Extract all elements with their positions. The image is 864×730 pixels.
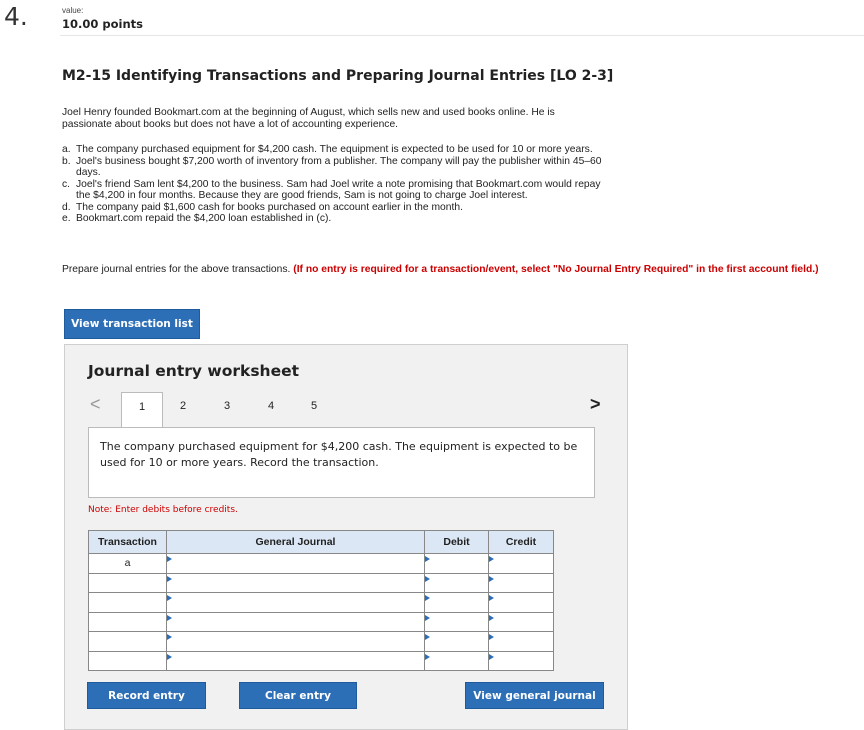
debit-input[interactable] xyxy=(425,612,489,632)
credit-input[interactable] xyxy=(489,554,554,574)
transaction-cell xyxy=(89,593,167,613)
transaction-letter: d. xyxy=(62,201,71,213)
input-indicator-icon xyxy=(489,595,494,601)
value-label: value: xyxy=(62,6,84,15)
input-indicator-icon xyxy=(425,615,430,621)
credit-input[interactable] xyxy=(489,612,554,632)
tab-1[interactable]: 1 xyxy=(121,392,163,428)
transaction-list xyxy=(62,144,602,225)
transaction-text: The company paid $1,600 cash for books purchased on account earlier in the month. xyxy=(76,201,463,213)
transaction-letter: a. xyxy=(62,144,71,155)
account-select[interactable] xyxy=(167,632,425,652)
header-credit: Credit xyxy=(489,531,554,554)
transaction-item xyxy=(62,179,602,202)
transaction-cell xyxy=(89,573,167,593)
header-divider xyxy=(60,35,864,36)
transaction-cell xyxy=(89,651,167,671)
dropdown-indicator-icon xyxy=(167,654,172,660)
transaction-text: Joel's friend Sam lent $4,200 to the business. Sam had Joel write a note promising that Bookmart.com would repay the $4,200 in four months. Because they are good friends, Sam is not going to charge Joel interest. xyxy=(76,178,601,201)
input-indicator-icon xyxy=(489,654,494,660)
transaction-item xyxy=(62,156,602,179)
debit-input[interactable] xyxy=(425,632,489,652)
worksheet-title: Journal entry worksheet xyxy=(88,362,300,380)
question-number: 4. xyxy=(4,2,28,31)
journal-header-row xyxy=(89,531,554,554)
transaction-item xyxy=(62,213,602,225)
input-indicator-icon xyxy=(425,654,430,660)
debits-note: Note: Enter debits before credits. xyxy=(88,505,238,515)
credit-input[interactable] xyxy=(489,632,554,652)
debit-input[interactable] xyxy=(425,593,489,613)
input-indicator-icon xyxy=(489,556,494,562)
input-indicator-icon xyxy=(489,615,494,621)
transaction-text: Joel's business bought $7,200 worth of inventory from a publisher. The company will pay the publisher within 45–60 days. xyxy=(76,155,602,178)
table-row xyxy=(89,554,554,574)
prepare-warning: (If no entry is required for a transaction/event, select "No Journal Entry Required" in the first account field.) xyxy=(293,264,819,275)
credit-input[interactable] xyxy=(489,593,554,613)
input-indicator-icon xyxy=(489,576,494,582)
transaction-text: Bookmart.com repaid the $4,200 loan established in (c). xyxy=(76,213,332,224)
input-indicator-icon xyxy=(489,634,494,640)
account-select[interactable] xyxy=(167,651,425,671)
transaction-description: The company purchased equipment for $4,200 cash. The equipment is expected to be used for 10 or more years. Record the transaction. xyxy=(88,427,595,498)
header-transaction: Transaction xyxy=(89,531,167,554)
debit-input[interactable] xyxy=(425,651,489,671)
table-row xyxy=(89,651,554,671)
view-general-journal-button[interactable]: View general journal xyxy=(465,682,604,709)
dropdown-indicator-icon xyxy=(167,595,172,601)
table-row xyxy=(89,573,554,593)
account-select[interactable] xyxy=(167,612,425,632)
account-select[interactable] xyxy=(167,593,425,613)
transaction-cell xyxy=(89,612,167,632)
prepare-text: Prepare journal entries for the above transactions. xyxy=(62,264,291,275)
prepare-instructions xyxy=(62,264,852,276)
problem-title: M2-15 Identifying Transactions and Preparing Journal Entries [LO 2-3] xyxy=(62,68,614,84)
transaction-item xyxy=(62,144,602,156)
account-select[interactable] xyxy=(167,554,425,574)
view-transaction-list-button[interactable]: View transaction list xyxy=(64,309,200,339)
transaction-cell: a xyxy=(89,554,167,574)
tab-4[interactable]: 4 xyxy=(268,400,275,412)
table-row xyxy=(89,632,554,652)
account-select[interactable] xyxy=(167,573,425,593)
transaction-letter: b. xyxy=(62,155,71,167)
input-indicator-icon xyxy=(425,634,430,640)
tab-5[interactable]: 5 xyxy=(311,400,318,412)
chevron-right-icon[interactable]: > xyxy=(590,394,601,414)
debit-input[interactable] xyxy=(425,573,489,593)
dropdown-indicator-icon xyxy=(167,556,172,562)
problem-intro: Joel Henry founded Bookmart.com at the beginning of August, which sells new and used books online. He is passionate about books but does not have a lot of accounting experience. xyxy=(62,107,555,130)
record-entry-button[interactable]: Record entry xyxy=(87,682,206,709)
tab-2[interactable]: 2 xyxy=(180,400,187,412)
dropdown-indicator-icon xyxy=(167,576,172,582)
input-indicator-icon xyxy=(425,556,430,562)
credit-input[interactable] xyxy=(489,573,554,593)
clear-entry-button[interactable]: Clear entry xyxy=(239,682,357,709)
dropdown-indicator-icon xyxy=(167,634,172,640)
input-indicator-icon xyxy=(425,595,430,601)
credit-input[interactable] xyxy=(489,651,554,671)
transaction-cell xyxy=(89,632,167,652)
transaction-item xyxy=(62,202,602,214)
transaction-letter: e. xyxy=(62,213,71,224)
header-general-journal: General Journal xyxy=(167,531,425,554)
tab-3[interactable]: 3 xyxy=(224,400,231,412)
journal-table xyxy=(88,530,554,671)
table-row xyxy=(89,593,554,613)
input-indicator-icon xyxy=(425,576,430,582)
header-debit: Debit xyxy=(425,531,489,554)
dropdown-indicator-icon xyxy=(167,615,172,621)
points-value: 10.00 points xyxy=(62,17,143,31)
transaction-letter: c. xyxy=(62,178,71,190)
transaction-text: The company purchased equipment for $4,200 cash. The equipment is expected to be used for 10 or more years. xyxy=(76,144,593,155)
chevron-left-icon[interactable]: < xyxy=(90,394,101,414)
table-row xyxy=(89,612,554,632)
debit-input[interactable] xyxy=(425,554,489,574)
